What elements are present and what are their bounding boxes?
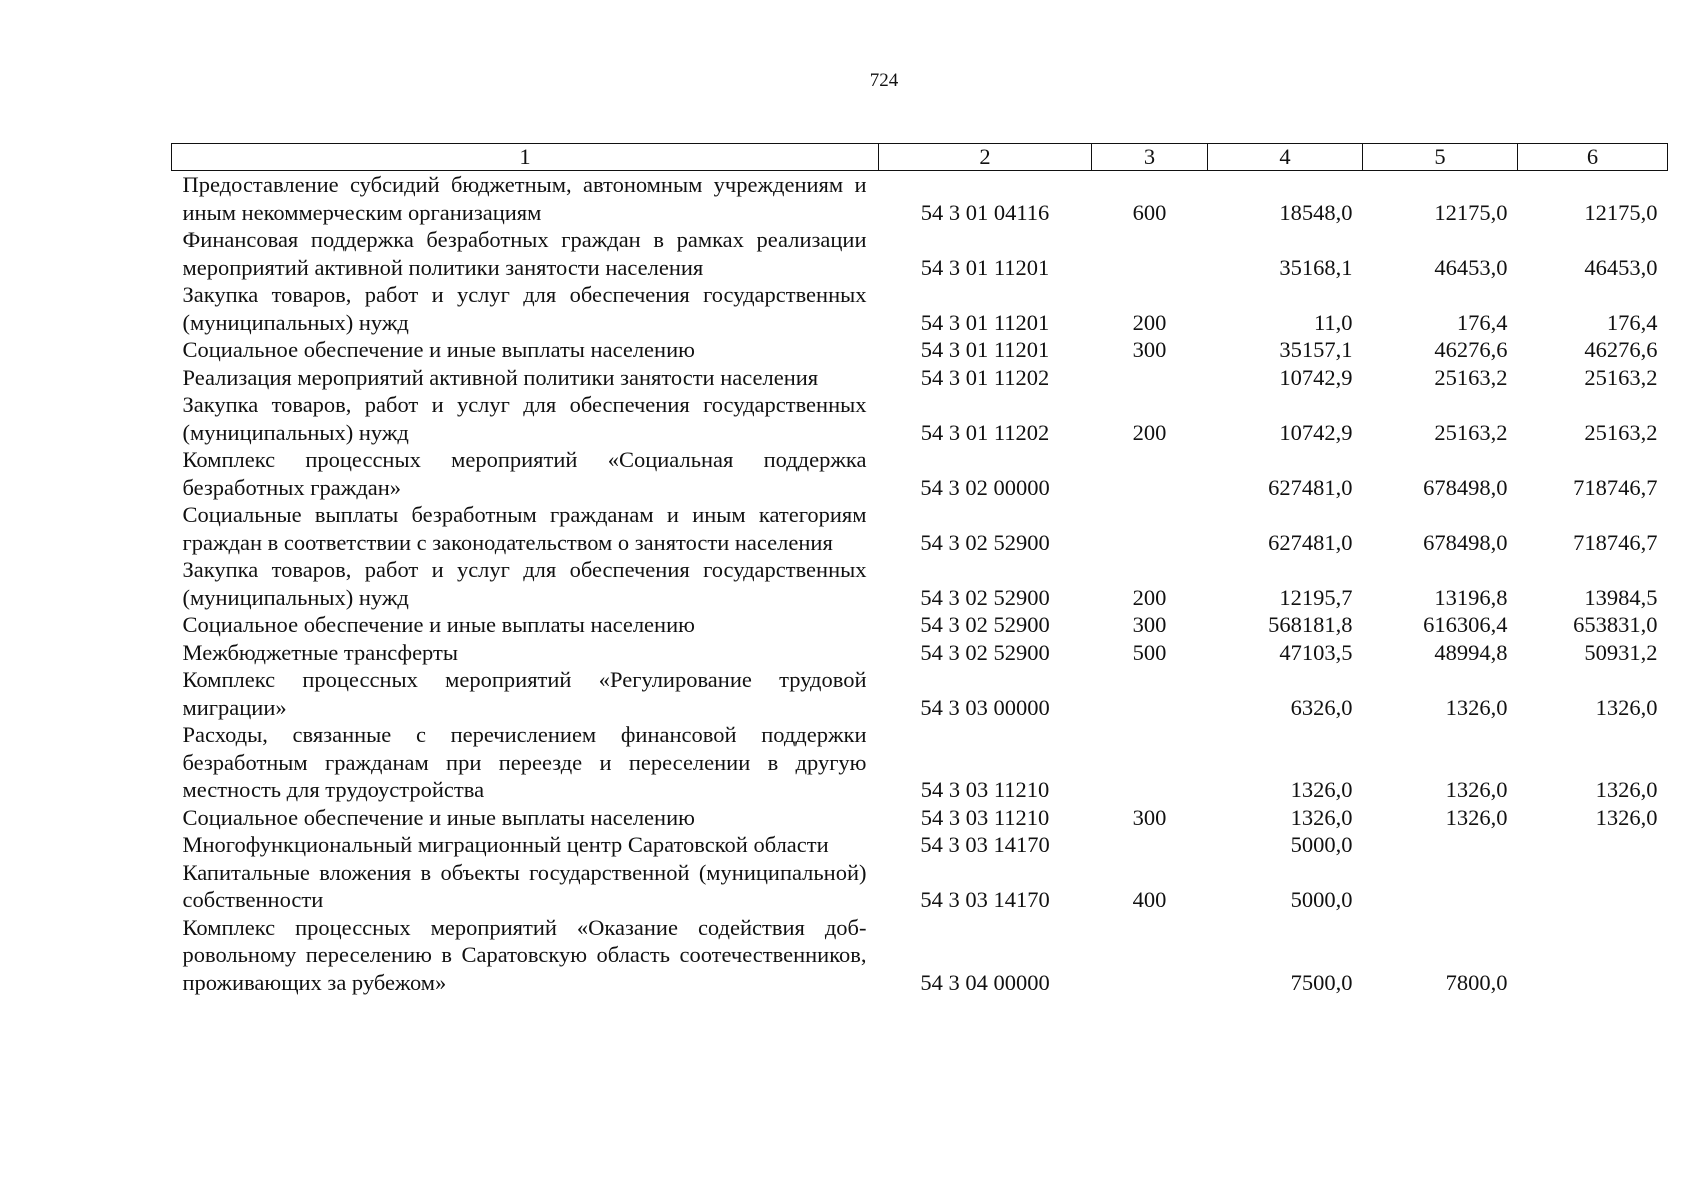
amount-col-5: 678498,0 <box>1423 529 1508 555</box>
amount-col-6 <box>1518 859 1668 914</box>
target-code: 54 3 03 14170 <box>920 832 1050 857</box>
expense-type-code <box>1092 364 1208 392</box>
table-header <box>172 144 1668 171</box>
amount-col-4: 11,0 <box>1313 309 1353 335</box>
amount-col-5: 48994,8 <box>1434 639 1508 665</box>
table-body <box>172 171 1668 997</box>
expense-name: Закупка товаров, работ и услуг для обеспечения государственных (муниципальных) нужд <box>182 282 867 335</box>
amount-col-4: 35168,1 <box>1279 254 1353 280</box>
amount-col-6: 50931,2 <box>1584 639 1658 665</box>
expense-name: Комплекс процессных мероприятий «Социальная поддержка безработных граждан» <box>182 447 867 500</box>
target-code: 54 3 01 11201 <box>920 309 1050 335</box>
table-row <box>172 639 1668 667</box>
table-row <box>172 831 1668 859</box>
amount-col-4: 5000,0 <box>1290 832 1353 857</box>
table-row <box>172 364 1668 392</box>
amount-col-5: 616306,4 <box>1423 612 1508 637</box>
amount-col-4: 6326,0 <box>1290 694 1353 720</box>
target-code: 54 3 02 52900 <box>920 584 1050 610</box>
table-row <box>172 914 1668 997</box>
amount-col-5: 25163,2 <box>1434 419 1508 445</box>
amount-col-6 <box>1518 914 1668 997</box>
target-code: 54 3 01 11202 <box>920 419 1050 445</box>
table-row <box>172 336 1668 364</box>
amount-col-6: 13984,5 <box>1584 584 1658 610</box>
target-code: 54 3 01 11201 <box>920 254 1050 280</box>
amount-col-6: 25163,2 <box>1584 419 1658 445</box>
amount-col-5: 1326,0 <box>1445 777 1508 802</box>
amount-col-4: 5000,0 <box>1290 887 1353 912</box>
amount-col-5: 1326,0 <box>1445 804 1508 830</box>
amount-col-5: 176,4 <box>1456 309 1508 335</box>
expense-type-code: 400 <box>1132 887 1167 912</box>
amount-col-6: 1326,0 <box>1595 804 1658 830</box>
expense-name: Социальное обеспечение и иные выплаты населению <box>182 337 695 362</box>
expense-name: Комплекс процессных мероприятий «Регулирование трудовой миграции» <box>182 667 867 720</box>
page-number: 724 <box>869 70 899 91</box>
expense-name: Многофункциональный миграционный центр Саратовской области <box>182 832 829 857</box>
expense-name: Закупка товаров, работ и услуг для обеспечения государственных (муниципальных) нужд <box>182 557 867 610</box>
expense-type-code <box>1092 226 1208 281</box>
amount-col-5 <box>1363 831 1518 859</box>
expense-type-code <box>1092 721 1208 804</box>
expense-type-code: 500 <box>1132 639 1167 665</box>
amount-col-6: 46276,6 <box>1584 337 1658 362</box>
expense-name: Реализация мероприятий активной политики занятости населения <box>182 364 819 390</box>
amount-col-5: 46276,6 <box>1434 337 1508 362</box>
column-header-3: 3 <box>1092 144 1208 171</box>
expense-type-code: 300 <box>1132 612 1167 637</box>
table-row <box>172 501 1668 556</box>
table-row <box>172 859 1668 914</box>
amount-col-5: 13196,8 <box>1434 584 1508 610</box>
expense-name: Социальное обеспечение и иные выплаты населению <box>182 804 695 830</box>
expense-type-code: 200 <box>1132 419 1167 445</box>
table-row <box>172 171 1668 227</box>
expense-name: Предоставление субсидий бюджетным, автономным учреждениям и иным некоммерческим организациям <box>182 172 867 225</box>
expense-type-code <box>1092 666 1208 721</box>
amount-col-6: 25163,2 <box>1584 364 1658 390</box>
expense-type-code: 200 <box>1132 309 1167 335</box>
column-header-4: 4 <box>1208 144 1363 171</box>
amount-col-4: 1326,0 <box>1290 777 1353 802</box>
amount-col-6: 718746,7 <box>1573 529 1658 555</box>
expense-type-code: 600 <box>1132 199 1167 225</box>
amount-col-6: 653831,0 <box>1573 612 1658 637</box>
header-row <box>172 144 1668 171</box>
target-code: 54 3 03 00000 <box>920 694 1050 720</box>
amount-col-4: 12195,7 <box>1279 584 1353 610</box>
amount-col-4: 7500,0 <box>1290 969 1353 995</box>
amount-col-4: 10742,9 <box>1279 419 1353 445</box>
amount-col-5: 25163,2 <box>1434 364 1508 390</box>
amount-col-4: 1326,0 <box>1290 804 1353 830</box>
expense-name: Социальные выплаты безработным гражданам и иным категориям граждан в соответствии с законодательством о занятости населения <box>182 502 867 555</box>
amount-col-4: 627481,0 <box>1268 529 1353 555</box>
table-row <box>172 611 1668 639</box>
target-code: 54 3 02 52900 <box>920 529 1050 555</box>
target-code: 54 3 02 52900 <box>920 612 1050 637</box>
amount-col-4: 47103,5 <box>1279 639 1353 665</box>
target-code: 54 3 01 11202 <box>920 364 1050 390</box>
expense-name: Финансовая поддержка безработных граждан в рамках реализации мероприятий активной политики занятости населения <box>182 227 867 280</box>
table-row <box>172 666 1668 721</box>
column-header-1: 1 <box>172 144 879 171</box>
expense-type-code <box>1092 831 1208 859</box>
table-row <box>172 226 1668 281</box>
column-header-2: 2 <box>879 144 1092 171</box>
amount-col-5: 678498,0 <box>1423 474 1508 500</box>
amount-col-6 <box>1518 831 1668 859</box>
amount-col-4: 35157,1 <box>1279 337 1353 362</box>
amount-col-6: 176,4 <box>1606 309 1658 335</box>
expense-type-code: 200 <box>1132 584 1167 610</box>
expense-type-code: 300 <box>1132 804 1167 830</box>
target-code: 54 3 03 14170 <box>920 887 1050 912</box>
target-code: 54 3 03 11210 <box>920 777 1050 802</box>
expense-name: Капитальные вложения в объекты государственной (муниципальной) собственности <box>182 859 867 912</box>
expense-name: Межбюджетные трансферты <box>182 639 458 665</box>
expense-name: Социальное обеспечение и иные выплаты населению <box>182 612 695 637</box>
amount-col-4: 10742,9 <box>1279 364 1353 390</box>
amount-col-6: 1326,0 <box>1595 694 1658 720</box>
table-row <box>172 281 1668 336</box>
amount-col-5: 46453,0 <box>1434 254 1508 280</box>
amount-col-5: 1326,0 <box>1445 694 1508 720</box>
column-header-6: 6 <box>1518 144 1668 171</box>
target-code: 54 3 01 04116 <box>920 199 1050 225</box>
expense-type-code <box>1092 914 1208 997</box>
amount-col-4: 627481,0 <box>1268 474 1353 500</box>
table-row <box>172 556 1668 611</box>
amount-col-6: 1326,0 <box>1595 777 1658 802</box>
amount-col-5: 7800,0 <box>1445 969 1508 995</box>
expense-type-code: 300 <box>1132 337 1167 362</box>
target-code: 54 3 03 11210 <box>920 804 1050 830</box>
target-code: 54 3 02 52900 <box>920 639 1050 665</box>
budget-table <box>171 143 1668 996</box>
table-row <box>172 804 1668 832</box>
column-header-5: 5 <box>1363 144 1518 171</box>
table-row <box>172 391 1668 446</box>
expense-type-code <box>1092 501 1208 556</box>
amount-col-4: 568181,8 <box>1268 612 1353 637</box>
table-row <box>172 721 1668 804</box>
target-code: 54 3 01 11201 <box>920 337 1050 362</box>
expense-name: Расходы, связанные с перечислением финансовой поддержки безработным гражданам при переезде и переселении в другую местность для трудоустройства <box>182 722 867 802</box>
amount-col-6: 12175,0 <box>1584 199 1658 225</box>
amount-col-6: 46453,0 <box>1584 254 1658 280</box>
target-code: 54 3 04 00000 <box>920 969 1050 995</box>
expense-type-code <box>1092 446 1208 501</box>
target-code: 54 3 02 00000 <box>920 474 1050 500</box>
amount-col-5: 12175,0 <box>1434 199 1508 225</box>
amount-col-4: 18548,0 <box>1279 199 1353 225</box>
table-row <box>172 446 1668 501</box>
amount-col-6: 718746,7 <box>1573 474 1658 500</box>
expense-name: Закупка товаров, работ и услуг для обеспечения государственных (муниципальных) нужд <box>182 392 867 445</box>
expense-name: Комплекс процессных мероприятий «Оказание содействия добровольному переселению в Саратовскую область соотечественников, проживающих за рубежом» <box>182 914 867 995</box>
amount-col-5 <box>1363 859 1518 914</box>
